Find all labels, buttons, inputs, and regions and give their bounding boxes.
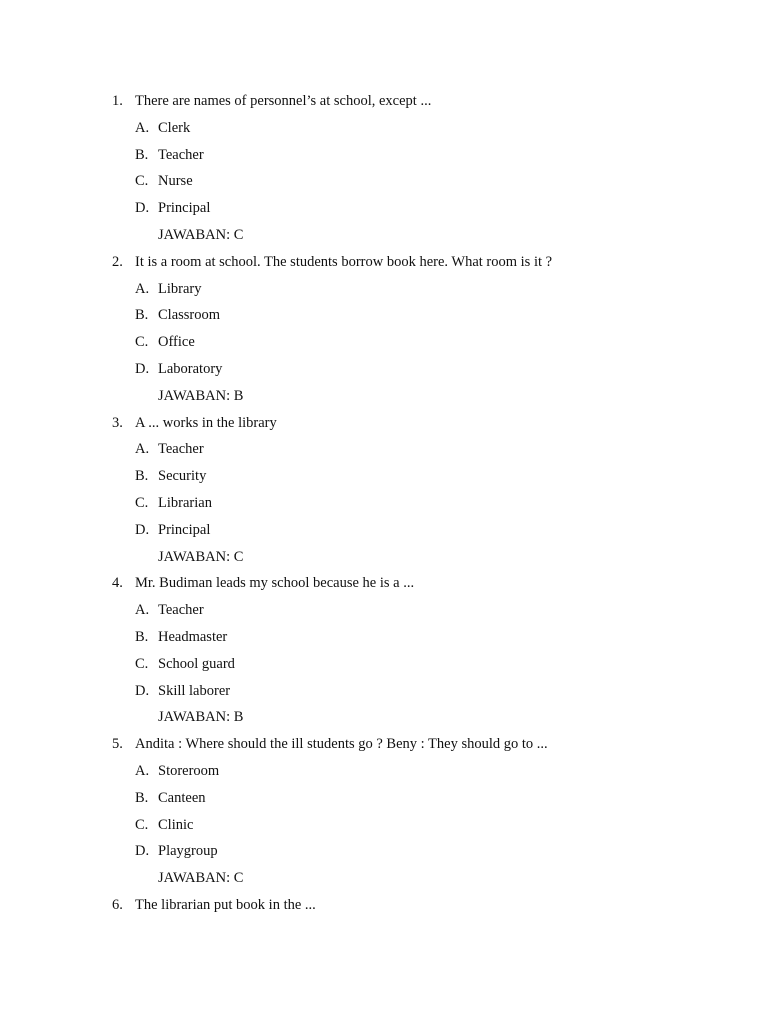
option-a [0,597,768,624]
question-2 [0,249,768,276]
option-d [0,195,768,222]
option-c [0,812,768,839]
option-text: Skill laborer [158,682,231,699]
option-text: Canteen [158,789,206,806]
option-letter: C. [135,334,149,351]
option-b [0,302,768,329]
option-text: Office [158,334,195,351]
option-text: Principal [158,200,211,217]
option-text: Clerk [158,119,191,136]
option-letter: C. [135,816,149,833]
answer-line [0,383,768,410]
option-text: Teacher [158,602,204,619]
option-b [0,624,768,651]
document-page [0,88,768,919]
option-text: Nurse [158,173,193,190]
option-c [0,168,768,195]
option-letter: A. [135,762,150,779]
question-text: There are names of personnel’s at school, except ... [135,93,432,109]
option-b [0,785,768,812]
option-text: Clinic [158,816,194,833]
question-text: The librarian put book in the ... [135,896,316,913]
answer-line [0,704,768,731]
option-a [0,276,768,303]
answer-line [0,865,768,892]
option-letter: B. [135,789,149,806]
question-number: 4. [112,575,123,592]
option-d [0,356,768,383]
question-number: 1. [112,93,123,109]
option-c [0,490,768,517]
option-letter: D. [135,682,150,699]
answer-line [0,222,768,249]
option-text: Teacher [158,441,204,458]
option-letter: D. [135,521,150,538]
option-b [0,463,768,490]
option-d [0,838,768,865]
option-text: Teacher [158,146,204,163]
question-4 [0,570,768,597]
option-letter: C. [135,173,149,190]
option-c [0,651,768,678]
option-letter: D. [135,200,150,217]
option-text: School guard [158,655,235,672]
option-a [0,115,768,142]
option-letter: D. [135,360,150,377]
option-letter: B. [135,307,149,324]
option-c [0,329,768,356]
answer-key: JAWABAN: C [158,226,244,243]
question-text: It is a room at school. The students borrow book here. What room is it ? [135,253,553,270]
question-3 [0,410,768,437]
question-number: 5. [112,736,123,753]
option-letter: B. [135,146,149,163]
option-text: Storeroom [158,762,220,779]
option-d [0,678,768,705]
option-letter: A. [135,441,150,458]
option-text: Headmaster [158,628,228,645]
option-text: Principal [158,521,211,538]
answer-key: JAWABAN: C [158,870,244,887]
question-text: Andita : Where should the ill students go ? Beny : They should go to ... [135,736,548,753]
option-d [0,517,768,544]
answer-key: JAWABAN: B [158,709,244,726]
answer-key: JAWABAN: C [158,548,244,565]
question-6 [0,892,768,919]
option-letter: B. [135,468,149,485]
question-text: Mr. Budiman leads my school because he is a ... [135,575,415,592]
option-text: Laboratory [158,360,223,377]
question-text: A ... works in the library [135,414,277,431]
option-a [0,436,768,463]
option-letter: C. [135,655,149,672]
answer-key: JAWABAN: B [158,387,244,404]
option-a [0,758,768,785]
answer-line [0,544,768,571]
question-number: 6. [112,896,123,913]
option-b [0,142,768,169]
question-5 [0,731,768,758]
option-letter: A. [135,119,150,136]
option-text: Classroom [158,307,221,324]
question-number: 3. [112,414,123,431]
option-letter: A. [135,280,150,297]
option-text: Librarian [158,494,212,511]
question-1 [0,88,768,115]
question-number: 2. [112,253,123,270]
option-letter: D. [135,843,150,860]
option-letter: C. [135,494,149,511]
option-text: Playgroup [158,843,218,860]
option-letter: A. [135,602,150,619]
option-letter: B. [135,628,149,645]
option-text: Library [158,280,202,297]
option-text: Security [158,468,207,485]
